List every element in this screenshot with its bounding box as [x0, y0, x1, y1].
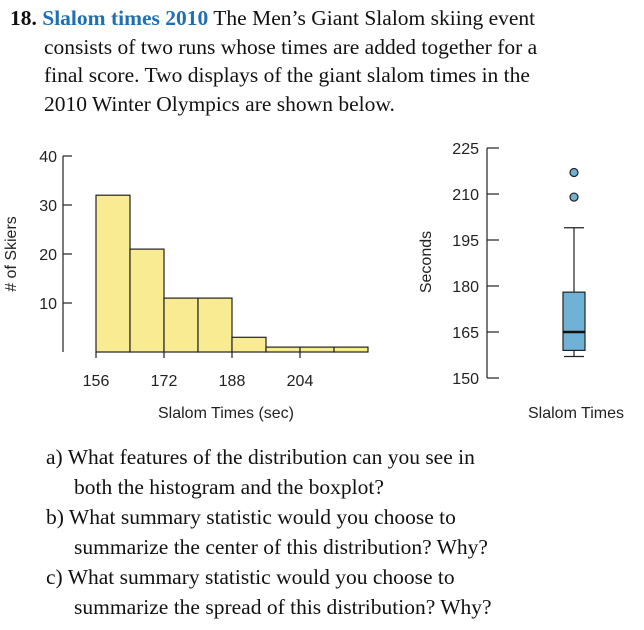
- boxplot-y-label: Seconds: [418, 230, 435, 294]
- histogram-y-tick-label: 40: [39, 149, 57, 166]
- boxplot: [418, 141, 624, 422]
- histogram-y-tick-label: 20: [39, 247, 57, 264]
- boxplot-x-label: Slalom Times: [527, 405, 625, 422]
- histogram-bar: [198, 298, 232, 352]
- question-a-line-2: both the histogram and the boxplot?: [74, 475, 384, 499]
- histogram-bar: [130, 249, 164, 352]
- question-b-line-1: b) What summary statistic would you choose to: [46, 505, 456, 529]
- question-c: [46, 562, 636, 622]
- boxplot-y-tick-label: 225: [452, 141, 479, 158]
- question-c-line-2: summarize the spread of this distribution? Why?: [74, 595, 492, 619]
- boxplot-outlier: [570, 193, 578, 201]
- histogram-x-tick-label: 172: [150, 373, 178, 390]
- histogram-bars: [96, 195, 368, 352]
- boxplot-y-tick-label: 165: [452, 325, 479, 342]
- problem-statement: [10, 4, 638, 118]
- histogram-y-tick-label: 10: [39, 296, 57, 313]
- histogram-bar: [232, 337, 266, 352]
- histogram-bar: [334, 347, 368, 352]
- figure: [0, 130, 644, 430]
- problem-title: Slalom times 2010: [42, 6, 209, 30]
- histogram-bar: [266, 347, 300, 352]
- histogram-y-label: # of Skiers: [3, 216, 20, 292]
- boxplot-y-tick-label: 150: [452, 371, 479, 388]
- question-b: [46, 502, 636, 562]
- histogram: [3, 149, 368, 422]
- problem-line-1: [10, 4, 638, 33]
- question-c-line-1: c) What summary statistic would you choose to: [46, 565, 455, 589]
- question-a-line-1: a) What features of the distribution can you see in: [46, 445, 475, 469]
- histogram-y-ticks: [39, 149, 72, 313]
- boxplot-body: [563, 169, 585, 357]
- problem-text-1: The Men’s Giant Slalom skiing event: [213, 6, 536, 30]
- boxplot-y-ticks: [452, 141, 499, 388]
- histogram-bar: [96, 195, 130, 352]
- histogram-x-tick-label: 156: [82, 373, 110, 390]
- questions: [46, 442, 636, 622]
- histogram-bar: [300, 347, 334, 352]
- question-a: [46, 442, 636, 502]
- problem-line-4: 2010 Winter Olympics are shown below.: [44, 91, 395, 116]
- question-b-line-2: summarize the center of this distribution? Why?: [74, 535, 488, 559]
- boxplot-y-tick-label: 180: [452, 279, 479, 296]
- problem-line-2: consists of two runs whose times are added together for a: [44, 34, 538, 59]
- boxplot-y-tick-label: 195: [452, 233, 479, 250]
- problem-number: 18.: [10, 6, 37, 30]
- histogram-x-tick-label: 204: [286, 373, 314, 390]
- problem-line-3: final score. Two displays of the giant slalom times in the: [44, 63, 530, 87]
- histogram-y-tick-label: 30: [39, 198, 57, 215]
- histogram-x-tick-label: 188: [218, 373, 246, 390]
- boxplot-box: [563, 292, 585, 350]
- boxplot-y-tick-label: 210: [452, 187, 479, 204]
- histogram-x-label: Slalom Times (sec): [157, 405, 295, 422]
- boxplot-outlier: [570, 169, 578, 177]
- histogram-x-ticks: [83, 352, 314, 390]
- histogram-bar: [164, 298, 198, 352]
